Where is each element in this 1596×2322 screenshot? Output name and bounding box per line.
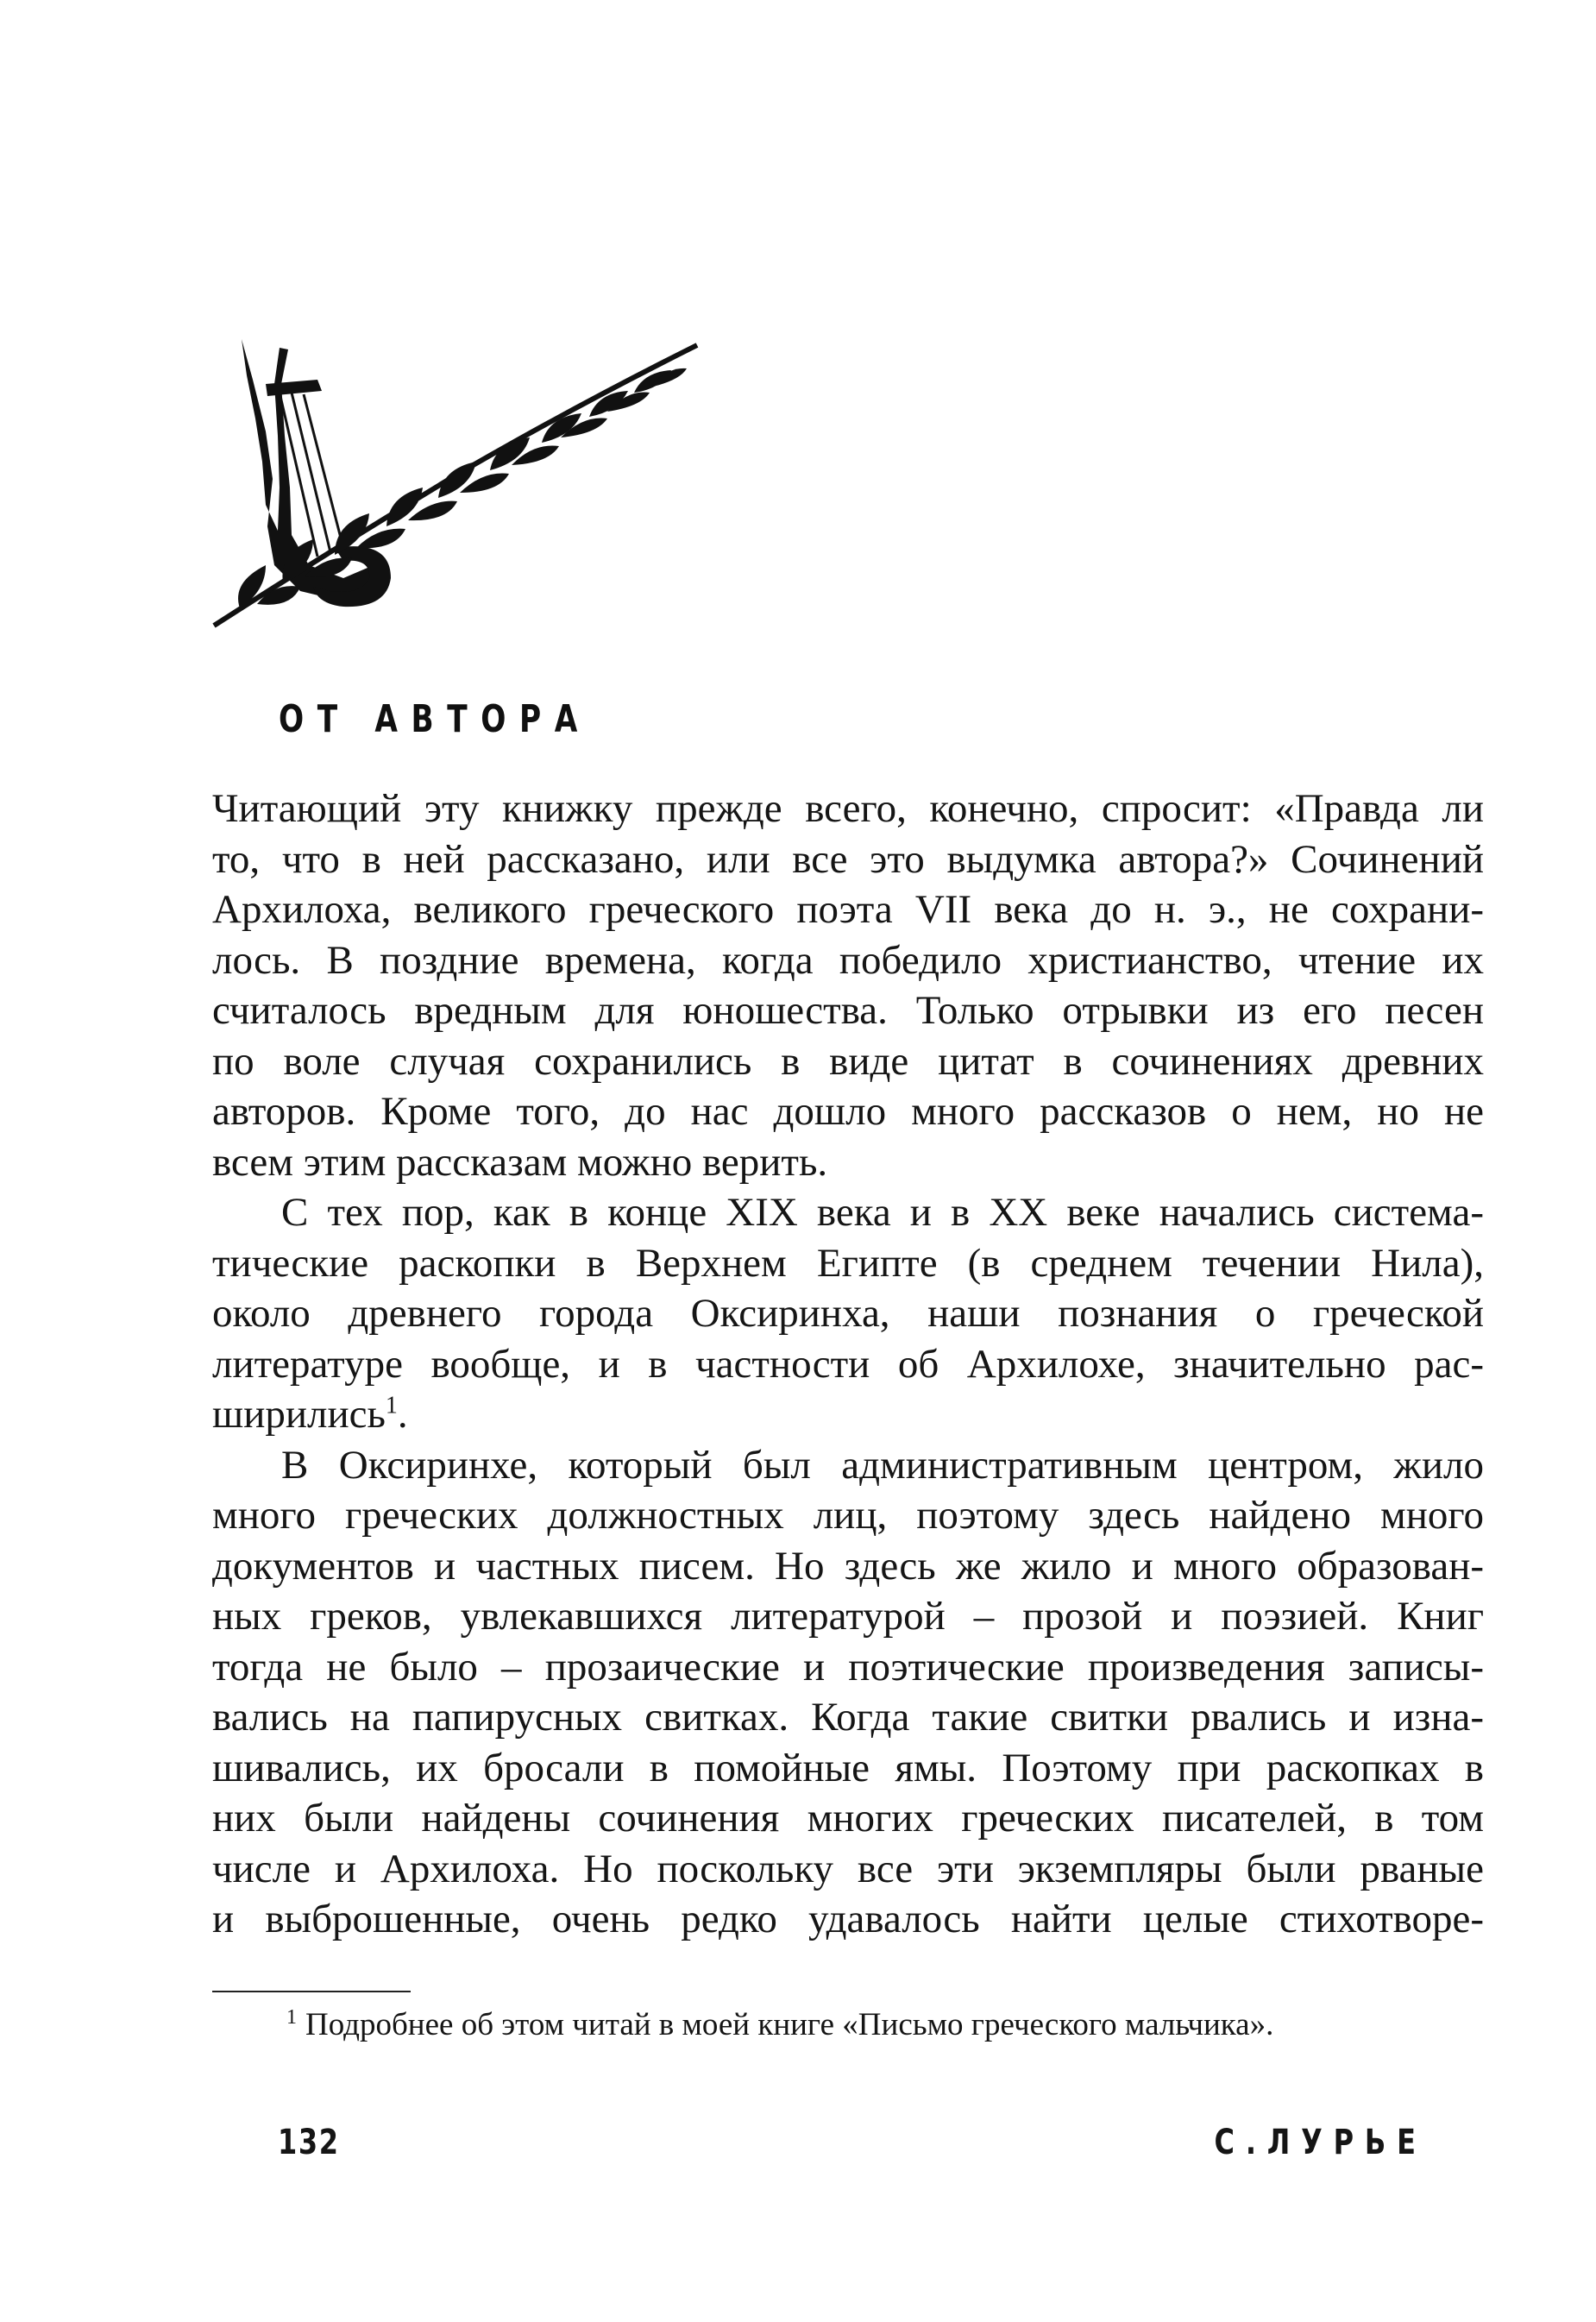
text-line: всем этим рассказам можно верить. xyxy=(212,1139,828,1185)
footnote-text: Подробнее об этом читай в моей книге «Письмо греческого мальчика». xyxy=(305,2007,1274,2042)
paragraph-1 xyxy=(212,783,1484,1187)
running-author: С.ЛУРЬЕ xyxy=(1214,2123,1427,2162)
text-line: вались на папирусных свитках. Когда такие свитки рвались и изна- xyxy=(212,1695,1484,1740)
text-line: лось. В поздние времена, когда победило христианство, чтение их xyxy=(212,937,1484,983)
text-fragment: ширились xyxy=(212,1392,386,1437)
text-line: литературе вообще, и в частности об Архилохе, значительно рас- xyxy=(212,1341,1484,1387)
text-line: авторов. Кроме того, до нас дошло много рассказов о нем, но не xyxy=(212,1089,1484,1134)
text-line: считалось вредным для юношества. Только отрывки из его песен xyxy=(212,988,1484,1033)
text-line: по воле случая сохранились в виде цитат в сочинениях древних xyxy=(212,1038,1484,1084)
text-line: В Оксиринхе, который был административным центром, жило xyxy=(281,1442,1484,1488)
footnote-reference[interactable]: 1 xyxy=(385,1392,398,1419)
text-line: С тех пор, как в конце XIX века и в XX веке начались система- xyxy=(281,1190,1484,1235)
text-line: Архилоха, великого греческого поэта VII века до н. э., не сохрани- xyxy=(212,887,1484,932)
footnote xyxy=(286,2006,1273,2044)
footnote-marker: 1 xyxy=(286,2005,297,2029)
text-line: шивались, их бросали в помойные ямы. Поэтому при раскопках в xyxy=(212,1745,1484,1790)
text-line: ных греков, увлекавшихся литературой – прозой и поэзией. Книг xyxy=(212,1594,1484,1639)
text-line: около древнего города Оксиринха, наши познания о греческой xyxy=(212,1291,1484,1336)
paragraph-2 xyxy=(212,1187,1484,1440)
body-text xyxy=(212,783,1484,1945)
text-line: и выброшенные, очень редко удавалось найти целые стихотворе- xyxy=(212,1897,1484,1941)
text-line: Читающий эту книжку прежде всего, конечно, спросит: «Правда ли xyxy=(212,786,1484,831)
chapter-title: ОТ АВТОРА xyxy=(279,697,591,741)
page-number: 132 xyxy=(278,2123,340,2162)
text-line: числе и Архилоха. Но поскольку все эти экземпляры были рваные xyxy=(212,1846,1484,1891)
text-line: тогда не было – прозаические и поэтические произведения записы- xyxy=(212,1644,1484,1690)
text-line: документов и частных писем. Но здесь же жило и много образован- xyxy=(212,1543,1484,1589)
text-line: много греческих должностных лиц, поэтому здесь найдено много xyxy=(212,1493,1484,1538)
text-line: то, что в ней рассказано, или все это выдумка автора?» Сочинений xyxy=(212,836,1484,882)
paragraph-3 xyxy=(212,1440,1484,1945)
lyre-laurel-icon xyxy=(205,332,706,630)
text-line xyxy=(212,1389,1484,1440)
text-fragment: . xyxy=(397,1392,408,1437)
text-line: тические раскопки в Верхнем Египте (в среднем течении Нила), xyxy=(212,1240,1484,1286)
footnote-divider xyxy=(212,1991,411,1992)
text-line: них были найдены сочинения многих греческих писателей, в том xyxy=(212,1796,1484,1841)
